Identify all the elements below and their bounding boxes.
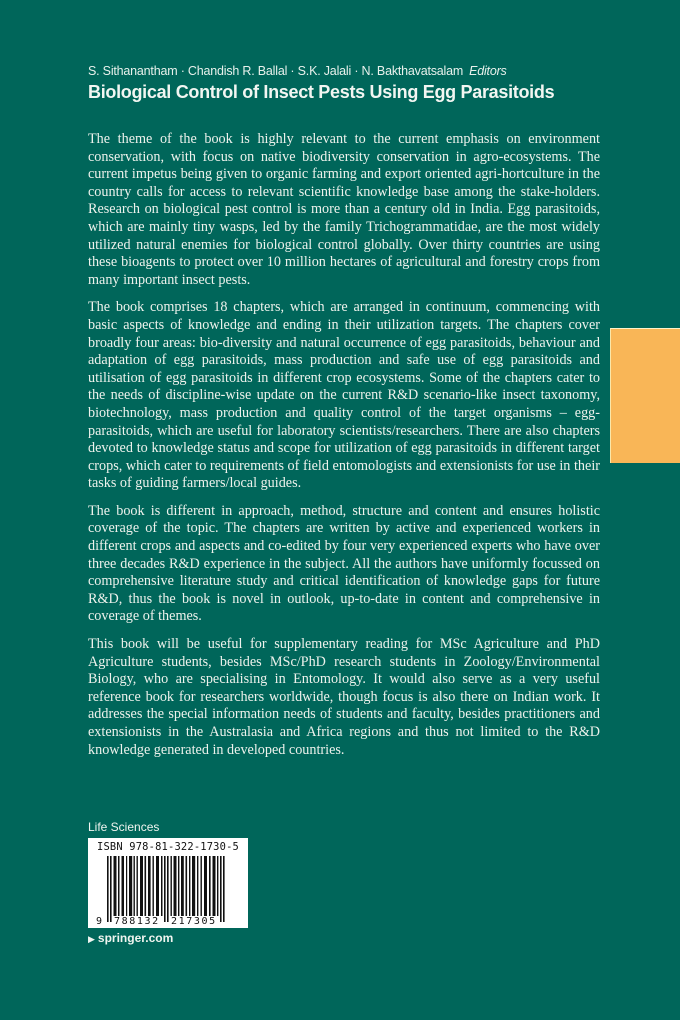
isbn-text: ISBN 978-81-322-1730-5 [96, 841, 240, 853]
ean-first-digit: 9 [96, 916, 104, 927]
triangle-right-icon: ▶ [88, 934, 95, 944]
subject-color-tab [610, 328, 680, 463]
barcode-icon [93, 856, 243, 924]
isbn-barcode [88, 838, 248, 928]
publisher-link[interactable] [88, 931, 173, 945]
blurb-paragraph: This book will be useful for supplementary reading for MSc Agriculture and PhD Agriculture students, besides MSc/PhD research students in Zoology/Environmental Biology, who are specialising in Entomology. It would also serve as a very useful reference book for researchers worldwide, though focus is also there on Indian work. It addresses the special information needs of students and faculty, besides practitioners and extensionists in the Australasia and Africa regions and thus not limited to the R&D knowledge generated in developed countries. [88, 636, 600, 758]
subject-category: Life Sciences [88, 820, 160, 834]
ean-left-group: 788132 [114, 916, 160, 927]
editors-role: Editors [469, 64, 507, 78]
back-cover-blurb [88, 131, 600, 769]
editors-line [88, 64, 608, 78]
publisher-url: springer.com [97, 931, 174, 945]
barcode-bars [93, 856, 243, 927]
blurb-paragraph: The book is different in approach, method, structure and content and ensures holistic coverage of the topic. The chapters are written by active and experienced workers in different crops and aspects and co-edited by four very experienced experts who have over three decades R&D experience in the subject. All the authors have uniformly focussed on comprehensive literature study and critical identification of knowledge gaps for future R&D, thus the book is novel in outlook, up-to-date in content and comprehensive in coverage of themes. [88, 502, 600, 625]
editors-names: S. Sithanantham · Chandish R. Ballal · S.K. Jalali · N. Bakthavatsalam [88, 64, 464, 78]
cover-header [88, 64, 608, 103]
ean-right-group: 217305 [171, 916, 217, 927]
book-title: Biological Control of Insect Pests Using Egg Parasitoids [88, 82, 555, 102]
blurb-paragraph: The theme of the book is highly relevant to the current emphasis on environment conservation, with focus on native biodiversity conservation in agro-ecosystems. The current impetus being given to organic farming and export oriented agri-hortculture in the country calls for access to relevant scientific knowledge base among the stake-holders. Research on biological pest control is more than a century old in India. Egg parasitoids, which are mainly tiny wasps, led by the family Trichogrammatidae, are the most widely utilized natural enemies for biological control globally. Over thirty countries are using these bioagents to protect over 10 million hectares of agricultural and forestry crops from many important insect pests. [88, 131, 600, 288]
blurb-paragraph: The book comprises 18 chapters, which are arranged in continuum, commencing with basic aspects of knowledge and ending in their utilization targets. The chapters cover broadly four areas: bio-diversity and natural occurrence of egg parasitoids, behaviour and adaptation of egg parasitoids, mass production and safe use of egg parasitoids and utilisation of egg parasitoids in different crop ecosystems. Some of the chapters cater to the needs of discipline-wise update on the current R&D scenario-like insect taxonomy, biotechnology, mass production and quality control of the target organisms – egg-parasitoids, which are useful for laboratory scientists/researchers. There are also chapters devoted to knowledge status and scope for utilization of egg parasitoids in different target crops, which cater to requirements of field entomologists and extensionists for use in their tasks of guiding farmers/local guides. [88, 299, 600, 492]
